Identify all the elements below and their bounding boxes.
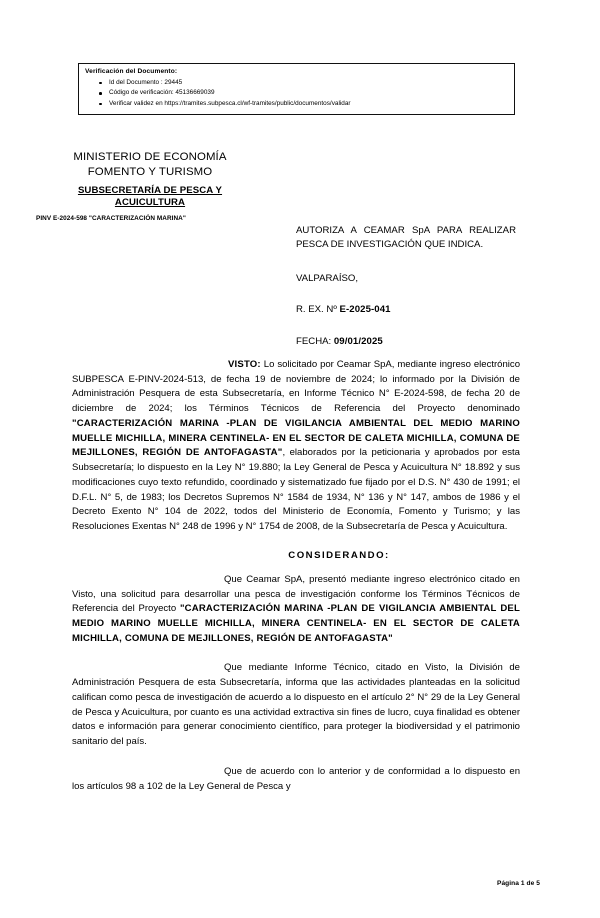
subsecretaria-line2: ACUICULTURA — [114, 197, 186, 209]
subsecretaria-line1: SUBSECRETARÍA DE PESCA Y — [77, 184, 223, 196]
ministry-name-line2: FOMENTO Y TURISMO — [87, 165, 213, 178]
letterhead — [34, 150, 266, 222]
resolution-number-value: E-2025-041 — [339, 304, 391, 316]
paragraph-visto — [72, 358, 520, 535]
subsecretaria-heading — [34, 185, 266, 210]
resolution-number-label: R. EX. Nº — [296, 304, 340, 316]
resolution-place: VALPARAÍSO, — [296, 272, 359, 284]
verification-list — [85, 78, 509, 109]
visto-text-part2: , elaborados por la peticionaria y aprobados por esta Subsecretaría; lo dispuesto en la Ley N° 19.880; la Ley General de Pesca y Acuicultura N° 18.892 y sus modificaciones cuyo texto refundido, coordinado y sistematizado fue fijado por el D.S. N° 430 de 1991; el D.F.L. N° 5, de 1983; los Decretos Supremos N° 1584 de 1934, N° 136 y N° 147, ambos de 1986 y el Decreto Exento N° 104 de 2022, todos del Ministerio de Economía, Fomento y Turismo; y las Resoluciones Exentas N° 248 de 1996 y N° 1754 de 2008, de la Subsecretaría de Pesca y Acuicultura. — [72, 447, 520, 533]
verification-item-url: Verificar validez en https://tramites.subpesca.cl/wf-tramites/public/documentos/validar — [109, 99, 509, 109]
resolution-header-block — [296, 224, 516, 349]
pinv-reference: PINV E-2024-598 "CARACTERIZACIÓN MARINA" — [36, 214, 186, 222]
document-body — [72, 358, 520, 794]
paragraph-considerando-2: Que mediante Informe Técnico, citado en Visto, la División de Administración Pesquera de esta Subsecretaría, informa que las actividades planteadas en la solicitud califican como pesca de investigación de acuerdo a lo dispuesto en el artículo 2° N° 29 de la Ley General de Pesca y Acuicultura, por cuanto es una actividad extractiva sin fines de lucro, cuya finalidad es obtener datos e información para generar conocimiento científico, para proteger la biodiversidad y el patrimonio sanitario del país. — [72, 662, 520, 748]
document-verification-box — [78, 63, 515, 115]
paragraph-considerando-1 — [72, 573, 520, 647]
spacer — [72, 535, 520, 550]
spacer — [72, 750, 520, 765]
resolution-date-value: 09/01/2025 — [333, 335, 383, 347]
resolution-subject: AUTORIZA A CEAMAR SpA PARA REALIZAR PESCA DE INVESTIGACIÓN QUE INDICA. — [296, 225, 516, 251]
visto-text-part1: Lo solicitado por Ceamar SpA, mediante ingreso electrónico SUBPESCA E-PINV-2024-513, de fecha 19 de noviembre de 2024; lo informado por la División de Administración Pesquera de esta Subsecretaría, en Informe Técnico N° E-2024-598, de fecha 20 de diciembre de 2024; los Términos Técnicos de Referencia del Proyecto denominado — [72, 359, 520, 415]
visto-label: VISTO: — [228, 359, 261, 370]
spacer — [72, 561, 520, 573]
resolution-date-label: FECHA: — [296, 335, 334, 347]
resolution-date-line — [296, 335, 516, 349]
spacer — [72, 646, 520, 661]
project-title-2: "CARACTERIZACIÓN MARINA -PLAN DE VIGILANCIA AMBIENTAL DEL MEDIO MARINO MUELLE MICHILLA, MINERA CENTINELA- EN EL SECTOR DE CALETA MICHILLA, COMUNA DE MEJILLONES, REGIÓN DE ANTOFAGASTA" — [72, 603, 520, 644]
paragraph-considerando-3: Que de acuerdo con lo anterior y de conformidad a lo dispuesto en los artículos 98 a 102 de la Ley General de Pesca y — [72, 765, 520, 792]
page-number-text: Página 1 de 5 — [496, 880, 540, 887]
page-footer — [0, 880, 540, 887]
project-title-1: "CARACTERIZACIÓN MARINA -PLAN DE VIGILANCIA AMBIENTAL DEL MEDIO MARINO MUELLE MICHILLA, MINERA CENTINELA- EN EL SECTOR DE CALETA MICHILLA, COMUNA DE MEJILLONES, REGIÓN DE ANTOFAGASTA" — [72, 417, 520, 459]
considerando-heading: CONSIDERANDO: — [288, 549, 390, 561]
considerando-1-text: Que Ceamar SpA, presentó mediante ingreso electrónico citado en Visto, una solicitud para desarrollar una pesca de investigación conforme los Términos Técnicos de Referencia del Proyecto — [72, 573, 520, 615]
verification-title: Verificación del Documento: — [85, 68, 178, 75]
verification-item-code: Código de verificación: 45136669039 — [109, 88, 509, 98]
verification-item-document-id: Id del Documento : 29445 — [109, 78, 509, 88]
ministry-name-line1: MINISTERIO DE ECONOMÍA — [73, 151, 227, 163]
resolution-number-line — [296, 303, 516, 317]
